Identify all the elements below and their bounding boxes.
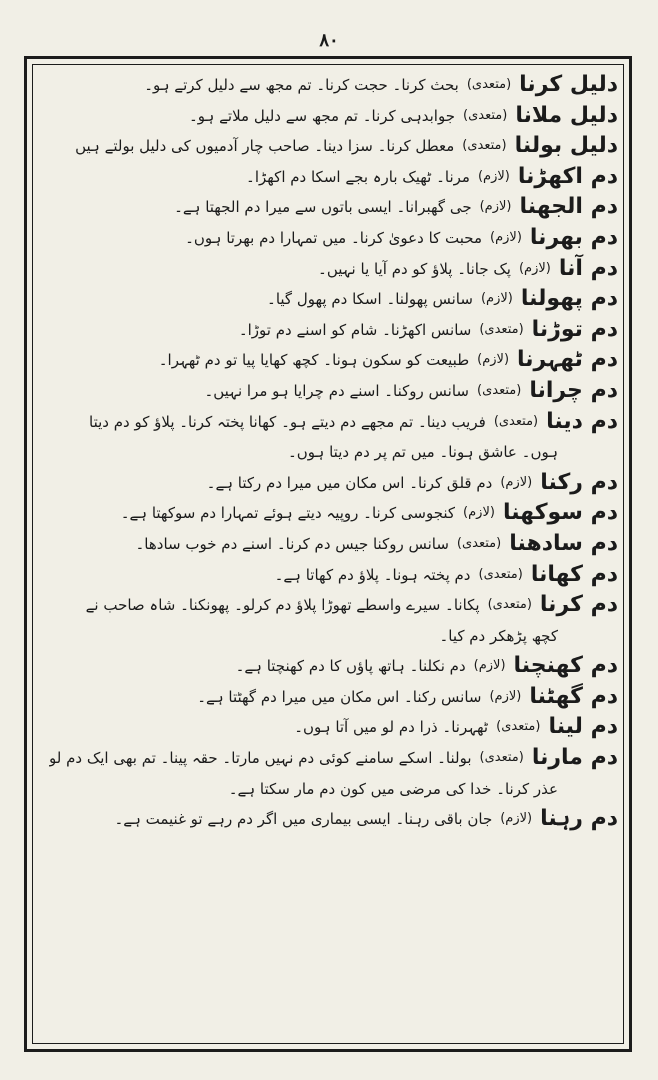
entry-definition: سانس رکنا۔ اس مکان میں میرا دم گھٹتا ہے۔ <box>197 687 482 706</box>
entry-grammar-label: (لازم) <box>500 474 533 490</box>
dictionary-entry <box>38 804 618 835</box>
entry-headword: دم ٹھہرنا <box>517 347 618 373</box>
entry-headword: دم لینا <box>548 714 618 740</box>
entry-headword: دم سوکھنا <box>502 500 618 526</box>
dictionary-entry <box>38 651 618 682</box>
dictionary-entry <box>38 407 618 438</box>
entry-definition: پک جانا۔ پلاؤ کو دم آیا یا نہیں۔ <box>318 259 511 278</box>
entry-headword: دلیل ملانا <box>515 102 618 128</box>
dictionary-entry <box>38 70 618 101</box>
dictionary-entry <box>38 560 618 591</box>
entry-headword: دم بھرنا <box>529 224 618 250</box>
entry-definition: کچھ پڑھکر دم کیا۔ <box>439 626 558 645</box>
entry-definition: ٹھہرنا۔ ذرا دم لو میں آتا ہوں۔ <box>294 718 489 737</box>
entry-headword: دم رکنا <box>540 469 618 495</box>
entry-grammar-label: (لازم) <box>480 291 513 307</box>
entry-headword: دم کھانا <box>530 561 618 587</box>
entry-definition: فریب دینا۔ تم مجھے دم دیتے ہو۔ کھانا پختہ کرنا۔ پلاؤ کو دم دیتا <box>89 412 486 431</box>
entry-grammar-label: (متعدی) <box>477 382 522 398</box>
entry-definition: معطل کرنا۔ سزا دینا۔ صاحب چار آدمیوں کی دلیل بولتے ہیں <box>75 137 455 156</box>
entry-grammar-label: (متعدی) <box>478 566 523 582</box>
entry-headword: دم سادھنا <box>509 530 618 556</box>
entry-headword: دم اکھڑنا <box>517 163 618 189</box>
entry-grammar-label: (متعدی) <box>479 750 524 766</box>
dictionary-entry <box>38 345 618 376</box>
entry-headword: دم پھولنا <box>520 286 618 312</box>
dictionary-entry <box>38 284 618 315</box>
dictionary-entry <box>38 315 618 346</box>
entry-definition: مرنا۔ ٹھیک بارہ بجے اسکا دم اکھڑا۔ <box>246 167 470 186</box>
entry-definition: پکانا۔ سیرے واسطے تھوڑا پلاؤ دم کرلو۔ پھونکنا۔ شاہ صاحب نے <box>85 596 480 615</box>
dictionary-entry <box>38 376 618 407</box>
entry-headword: دم دینا <box>546 408 618 434</box>
entry-definition: سانس پھولنا۔ اسکا دم پھول گیا۔ <box>267 290 473 309</box>
entry-definition: بحث کرنا۔ حجت کرنا۔ تم مجھ سے دلیل کرتے ہو۔ <box>144 76 459 94</box>
entry-definition: دم قلق کرنا۔ اس مکان میں میرا دم رکتا ہے۔ <box>206 473 493 492</box>
entry-headword: دم مارنا <box>531 745 618 771</box>
dictionary-entry <box>38 529 618 560</box>
entry-headword: دم توڑنا <box>531 316 618 342</box>
entry-grammar-label: (لازم) <box>463 505 495 521</box>
entry-definition: جان باقی رہنا۔ ایسی بیماری میں اگر دم رہے تو غنیمت ہے۔ <box>114 810 493 829</box>
dictionary-entry <box>38 468 618 499</box>
entry-continuation <box>38 621 618 652</box>
entry-definition: بولنا۔ اسکے سامنے کوئی دم نہیں مارتا۔ حقہ پینا۔ تم بھی ایک دم لو <box>49 749 472 768</box>
dictionary-entry <box>38 743 618 774</box>
entry-grammar-label: (لازم) <box>490 229 522 245</box>
entry-grammar-label: (متعدی) <box>466 77 512 92</box>
entry-headword: دم الجھنا <box>519 194 618 220</box>
dictionary-entry <box>38 223 618 254</box>
dictionary-entry <box>38 498 618 529</box>
entry-definition: جوابدہی کرنا۔ تم مجھ سے دلیل ملاتے ہو۔ <box>189 106 455 125</box>
entry-grammar-label: (متعدی) <box>463 107 508 123</box>
entry-definition: طبیعت کو سکون ہونا۔ کچھ کھایا پیا تو دم ٹھہرا۔ <box>158 351 470 370</box>
entry-grammar-label: (متعدی) <box>479 321 524 337</box>
entry-definition: سانس اکھڑنا۔ شام کو اسنے دم توڑا۔ <box>238 320 472 339</box>
entry-grammar-label: (لازم) <box>489 688 522 704</box>
entry-grammar-label: (متعدی) <box>456 535 502 551</box>
dictionary-entry <box>38 131 618 162</box>
dictionary-entry <box>38 590 618 621</box>
entry-definition: عذر کرنا۔ خدا کی مرضی میں کون دم مار سکتا ہے۔ <box>228 779 558 798</box>
dictionary-entry <box>38 101 618 132</box>
entry-grammar-label: (متعدی) <box>487 597 532 613</box>
entry-definition: دم نکلنا۔ ہاتھ پاؤں کا دم کھنچتا ہے۔ <box>235 657 466 676</box>
entry-grammar-label: (لازم) <box>479 199 512 215</box>
entry-headword: دم گھٹنا <box>529 683 618 709</box>
entry-definition: دم پختہ ہونا۔ پلاؤ دم کھاتا ہے۔ <box>274 565 471 584</box>
entry-grammar-label: (لازم) <box>477 168 510 184</box>
entry-headword: دم آنا <box>558 255 618 281</box>
page-number: ۸۰ <box>319 30 339 51</box>
entry-grammar-label: (لازم) <box>473 658 506 674</box>
entry-definition: محبت کا دعویٰ کرنا۔ میں تمہارا دم بھرتا ہوں۔ <box>185 228 483 247</box>
dictionary-entry <box>38 192 618 223</box>
dictionary-entries <box>38 70 618 1038</box>
entry-definition: ہوں۔ عاشق ہونا۔ میں تم پر دم دیتا ہوں۔ <box>287 443 558 462</box>
entry-headword: دم چرانا <box>529 377 618 403</box>
entry-headword: دم رہنا <box>540 806 618 832</box>
entry-headword: دلیل کرنا <box>519 72 618 97</box>
entry-definition: سانس روکنا جیس دم کرنا۔ اسنے دم خوب سادھا۔ <box>135 534 449 553</box>
entry-continuation <box>38 437 618 468</box>
dictionary-entry <box>38 254 618 285</box>
entry-grammar-label: (لازم) <box>518 260 551 276</box>
entry-headword: دم کرنا <box>539 592 618 618</box>
entry-grammar-label: (متعدی) <box>462 138 507 154</box>
entry-headword: دم کھنچنا <box>513 653 618 679</box>
entry-definition: جی گھبرانا۔ ایسی باتوں سے میرا دم الجھتا ہے۔ <box>174 198 472 217</box>
entry-grammar-label: (متعدی) <box>493 413 539 429</box>
entry-definition: کنجوسی کرنا۔ روپیہ دیتے ہوئے تمہارا دم سوکھتا ہے۔ <box>120 504 456 523</box>
dictionary-entry <box>38 712 618 743</box>
entry-definition: سانس روکنا۔ اسنے دم چرایا ہو مرا نہیں۔ <box>204 381 469 400</box>
entry-continuation <box>38 774 618 805</box>
entry-grammar-label: (لازم) <box>500 811 533 827</box>
dictionary-entry <box>38 682 618 713</box>
entry-grammar-label: (متعدی) <box>496 719 541 735</box>
entry-grammar-label: (لازم) <box>477 352 510 368</box>
entry-headword: دلیل بولنا <box>514 133 618 159</box>
dictionary-entry <box>38 162 618 193</box>
